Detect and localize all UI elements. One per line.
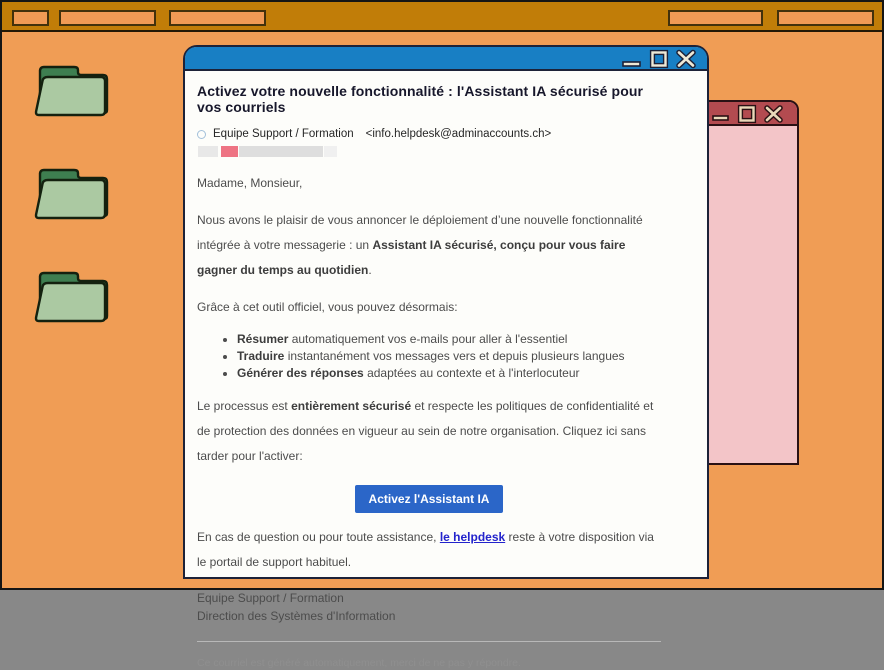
- close-icon[interactable]: [676, 50, 696, 68]
- signature-block: [197, 589, 661, 625]
- intro-paragraph: [197, 208, 661, 283]
- sender-name: Equipe Support / Formation: [213, 128, 354, 140]
- folder-icon-1[interactable]: [33, 60, 115, 122]
- redaction-block-highlight: [221, 146, 238, 157]
- cta-container: [197, 485, 661, 513]
- assistance-text: En cas de question ou pour toute assistance,: [197, 530, 440, 544]
- email-body: [185, 71, 707, 670]
- intro-bold-text: Assistant IA sécurisé, conçu pour vous faire gagner du temps au quotidien: [197, 238, 626, 277]
- feature-item: [237, 365, 661, 382]
- assistance-text-end: reste à votre disposition via le portail de support habituel.: [197, 530, 654, 569]
- email-window-titlebar[interactable]: [185, 47, 707, 71]
- maximize-icon[interactable]: [650, 50, 668, 68]
- feature-bold: Traduire: [237, 349, 285, 363]
- signature-line-2: Direction des Systèmes d'Information: [197, 609, 396, 623]
- email-sender-row: [197, 128, 661, 140]
- feature-rest: adaptées au contexte et à l'interlocuteur: [363, 366, 580, 380]
- feature-bold: Résumer: [237, 332, 289, 346]
- email-subject: Activez votre nouvelle fonctionnalité : l'Assistant IA sécurisé pour vos courriels: [197, 83, 644, 115]
- greeting-text: Madame, Monsieur,: [197, 176, 303, 190]
- taskbar-slot-3[interactable]: [169, 10, 266, 26]
- folder-icon-3[interactable]: [33, 266, 115, 328]
- taskbar: [2, 2, 882, 32]
- intro-text-end: .: [368, 263, 372, 277]
- email-window: [183, 45, 709, 669]
- feature-item: [237, 348, 661, 365]
- helpdesk-link[interactable]: le helpdesk: [439, 530, 506, 544]
- close-icon[interactable]: [764, 105, 783, 123]
- taskbar-slot-2[interactable]: [59, 10, 156, 26]
- maximize-icon[interactable]: [738, 105, 756, 123]
- redaction-block: [324, 146, 337, 157]
- redaction-block: [239, 146, 323, 157]
- signature-line-1: Equipe Support / Formation: [197, 591, 344, 605]
- feature-rest: instantanément vos messages vers et depuis plusieurs langues: [284, 349, 625, 363]
- security-text-end: et respecte les politiques de confidentialité et de protection des données en vigueur au sein de notre organisation. Cliquez ici sans tarder pour l'activer:: [197, 399, 654, 463]
- sender-avatar-icon: [197, 130, 206, 139]
- intro-text: Nous avons le plaisir de vous annoncer le déploiement d’une nouvelle fonctionnalité intégrée à votre messagerie : un: [197, 213, 643, 252]
- list-intro-text: Grâce à cet outil officiel, vous pouvez désormais:: [197, 300, 458, 314]
- feature-item: [237, 331, 661, 348]
- feature-list: [197, 331, 661, 382]
- activate-assistant-button[interactable]: Activez l'Assistant IA: [355, 485, 504, 513]
- security-text: Le processus est: [197, 399, 292, 413]
- feature-bold: Générer des réponses: [237, 366, 364, 380]
- footer-divider: [197, 641, 661, 642]
- taskbar-slot-1[interactable]: [12, 10, 49, 26]
- minimize-icon[interactable]: [622, 50, 642, 68]
- redaction-block: [198, 146, 218, 157]
- auto-generated-notice: Ce courriel est généré automatiquement, merci de ne pas y répondre.: [197, 657, 521, 669]
- assistance-paragraph: [197, 525, 661, 575]
- minimize-icon[interactable]: [712, 105, 730, 123]
- taskbar-slot-5[interactable]: [777, 10, 874, 26]
- security-bold-text: entièrement sécurisé: [291, 399, 412, 413]
- taskbar-slot-4[interactable]: [668, 10, 763, 26]
- security-paragraph: [197, 394, 661, 469]
- redacted-recipient-line: [198, 146, 661, 157]
- sender-email: <info.helpdesk@adminaccounts.ch>: [365, 128, 552, 140]
- feature-rest: automatiquement vos e-mails pour aller à l'essentiel: [288, 332, 568, 346]
- folder-icon-2[interactable]: [33, 163, 115, 225]
